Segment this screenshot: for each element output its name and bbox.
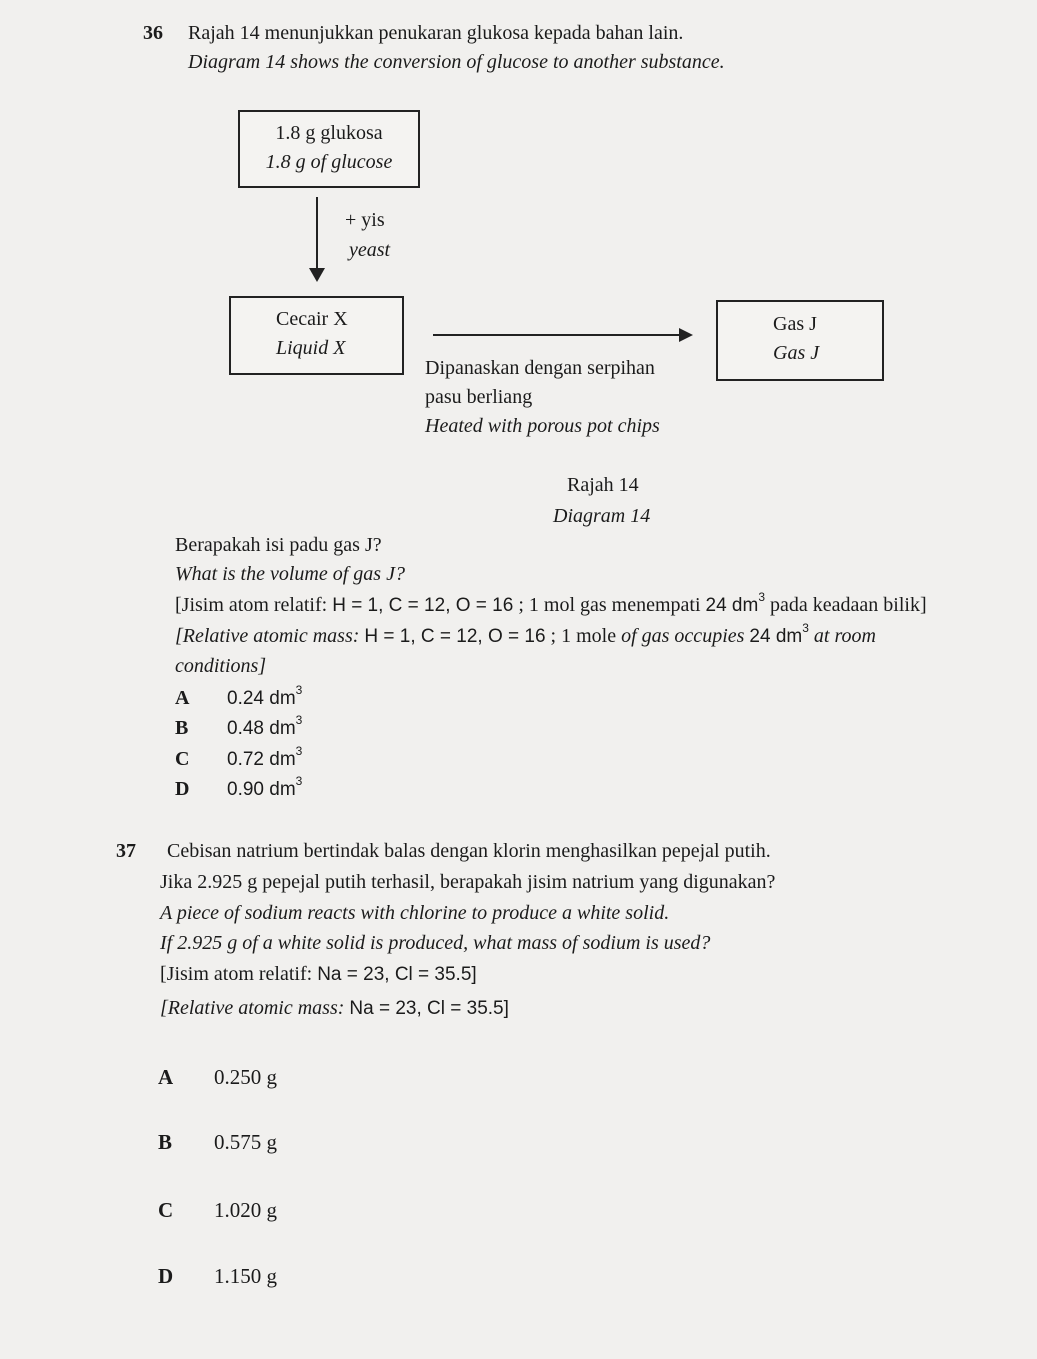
q37-ram-ms-values: Na = 23, Cl = 35.5] bbox=[317, 964, 477, 985]
q36-ram-en-cont: conditions] bbox=[175, 655, 267, 677]
right-arrowhead bbox=[679, 328, 693, 342]
option-value: 0.90 dm bbox=[227, 779, 296, 800]
ram-ms-prefix: [Jisim atom relatif: bbox=[175, 594, 333, 616]
heating-label-en: Heated with porous pot chips bbox=[425, 415, 660, 437]
option-value: 1.150 g bbox=[214, 1264, 277, 1288]
option-exponent: 3 bbox=[295, 713, 303, 727]
q36-option-c[interactable] bbox=[175, 744, 303, 771]
option-letter: D bbox=[158, 1264, 174, 1288]
heating-label-ms-1: Dipanaskan dengan serpihan bbox=[425, 357, 655, 379]
q37-number: 37 bbox=[116, 840, 136, 862]
q36-ram-ms bbox=[175, 590, 927, 617]
option-exponent: 3 bbox=[295, 774, 303, 788]
q36-option-d[interactable] bbox=[175, 774, 303, 801]
ram-en-values: H = 1, C = 12, O = 16 bbox=[364, 626, 546, 647]
liquid-x-label-ms: Cecair X bbox=[276, 308, 348, 330]
q37-line2-en: If 2.925 g of a white solid is produced, what mass of sodium is used? bbox=[160, 932, 711, 954]
option-letter: C bbox=[158, 1198, 174, 1222]
option-value: 0.24 dm bbox=[227, 688, 296, 709]
option-value: 0.250 g bbox=[214, 1065, 277, 1089]
q36-question-en: What is the volume of gas J? bbox=[175, 563, 405, 585]
glucose-box bbox=[238, 110, 420, 188]
option-value: 0.575 g bbox=[214, 1130, 277, 1154]
gas-j-box bbox=[716, 300, 884, 381]
yeast-label-ms: + yis bbox=[345, 209, 385, 231]
q37-line1-en: A piece of sodium reacts with chlorine to produce a white solid. bbox=[160, 902, 670, 924]
option-letter: C bbox=[175, 748, 190, 770]
option-letter: A bbox=[175, 687, 190, 709]
ram-en-volume: 24 dm bbox=[749, 626, 803, 647]
option-letter: D bbox=[175, 778, 190, 800]
ram-ms-middle: ; 1 mol gas menempati bbox=[513, 594, 706, 616]
q37-option-c[interactable] bbox=[158, 1198, 277, 1223]
option-letter: B bbox=[175, 717, 189, 739]
q36-stem-ms: Rajah 14 menunjukkan penukaran glukosa kepada bahan lain. bbox=[188, 22, 684, 44]
right-arrow-shaft bbox=[433, 334, 683, 336]
diagram-caption-ms: Rajah 14 bbox=[567, 474, 639, 496]
down-arrow-shaft bbox=[316, 197, 318, 271]
yeast-label-en: yeast bbox=[349, 239, 391, 261]
q37-option-a[interactable] bbox=[158, 1065, 277, 1090]
ram-en-mole: ; 1 mole bbox=[545, 625, 622, 647]
ram-ms-suffix: pada keadaan bilik] bbox=[765, 594, 927, 616]
liquid-x-box bbox=[229, 296, 404, 375]
q37-option-b[interactable] bbox=[158, 1130, 277, 1155]
q37-ram-en bbox=[160, 997, 509, 1020]
diagram-caption-en: Diagram 14 bbox=[553, 505, 651, 527]
q37-ram-en-prefix: [Relative atomic mass: bbox=[160, 997, 350, 1019]
glucose-box-label-en: 1.8 g of glucose bbox=[265, 151, 393, 173]
q37-line2-ms: Jika 2.925 g pepejal putih terhasil, berapakah jisim natrium yang digunakan? bbox=[160, 871, 776, 893]
heating-label-ms-2: pasu berliang bbox=[425, 386, 533, 408]
liquid-x-label-en: Liquid X bbox=[276, 337, 346, 359]
glucose-box-label-ms: 1.8 g glukosa bbox=[275, 122, 383, 144]
option-exponent: 3 bbox=[295, 683, 303, 697]
ram-ms-exponent: 3 bbox=[758, 590, 766, 604]
ram-en-occupies: of gas occupies bbox=[621, 625, 750, 647]
option-letter: A bbox=[158, 1065, 174, 1089]
q36-number: 36 bbox=[143, 22, 163, 44]
ram-ms-volume: 24 dm bbox=[705, 595, 759, 616]
q37-ram-ms-prefix: [Jisim atom relatif: bbox=[160, 963, 318, 985]
q37-line1-ms: Cebisan natrium bertindak balas dengan klorin menghasilkan pepejal putih. bbox=[167, 840, 771, 862]
q36-ram-en bbox=[175, 621, 876, 648]
q36-option-b[interactable] bbox=[175, 713, 303, 740]
gas-j-label-ms: Gas J bbox=[773, 313, 817, 335]
option-value: 0.72 dm bbox=[227, 749, 296, 770]
ram-en-exponent: 3 bbox=[802, 621, 809, 635]
option-exponent: 3 bbox=[295, 744, 303, 758]
option-value: 0.48 dm bbox=[227, 718, 296, 739]
q36-question-ms: Berapakah isi padu gas J? bbox=[175, 534, 382, 556]
q37-ram-en-values: Na = 23, Cl = 35.5] bbox=[349, 998, 509, 1019]
option-value: 1.020 g bbox=[214, 1198, 277, 1222]
q36-stem-en: Diagram 14 shows the conversion of glucose to another substance. bbox=[188, 51, 725, 73]
q37-ram-ms bbox=[160, 963, 477, 986]
q37-option-d[interactable] bbox=[158, 1264, 277, 1289]
option-letter: B bbox=[158, 1130, 173, 1154]
down-arrowhead bbox=[309, 268, 325, 282]
gas-j-label-en: Gas J bbox=[773, 342, 820, 364]
ram-ms-values: H = 1, C = 12, O = 16 bbox=[332, 595, 514, 616]
ram-en-prefix: [Relative atomic mass: bbox=[175, 625, 365, 647]
ram-en-suffix: at room bbox=[808, 625, 876, 647]
q36-option-a[interactable] bbox=[175, 683, 303, 710]
